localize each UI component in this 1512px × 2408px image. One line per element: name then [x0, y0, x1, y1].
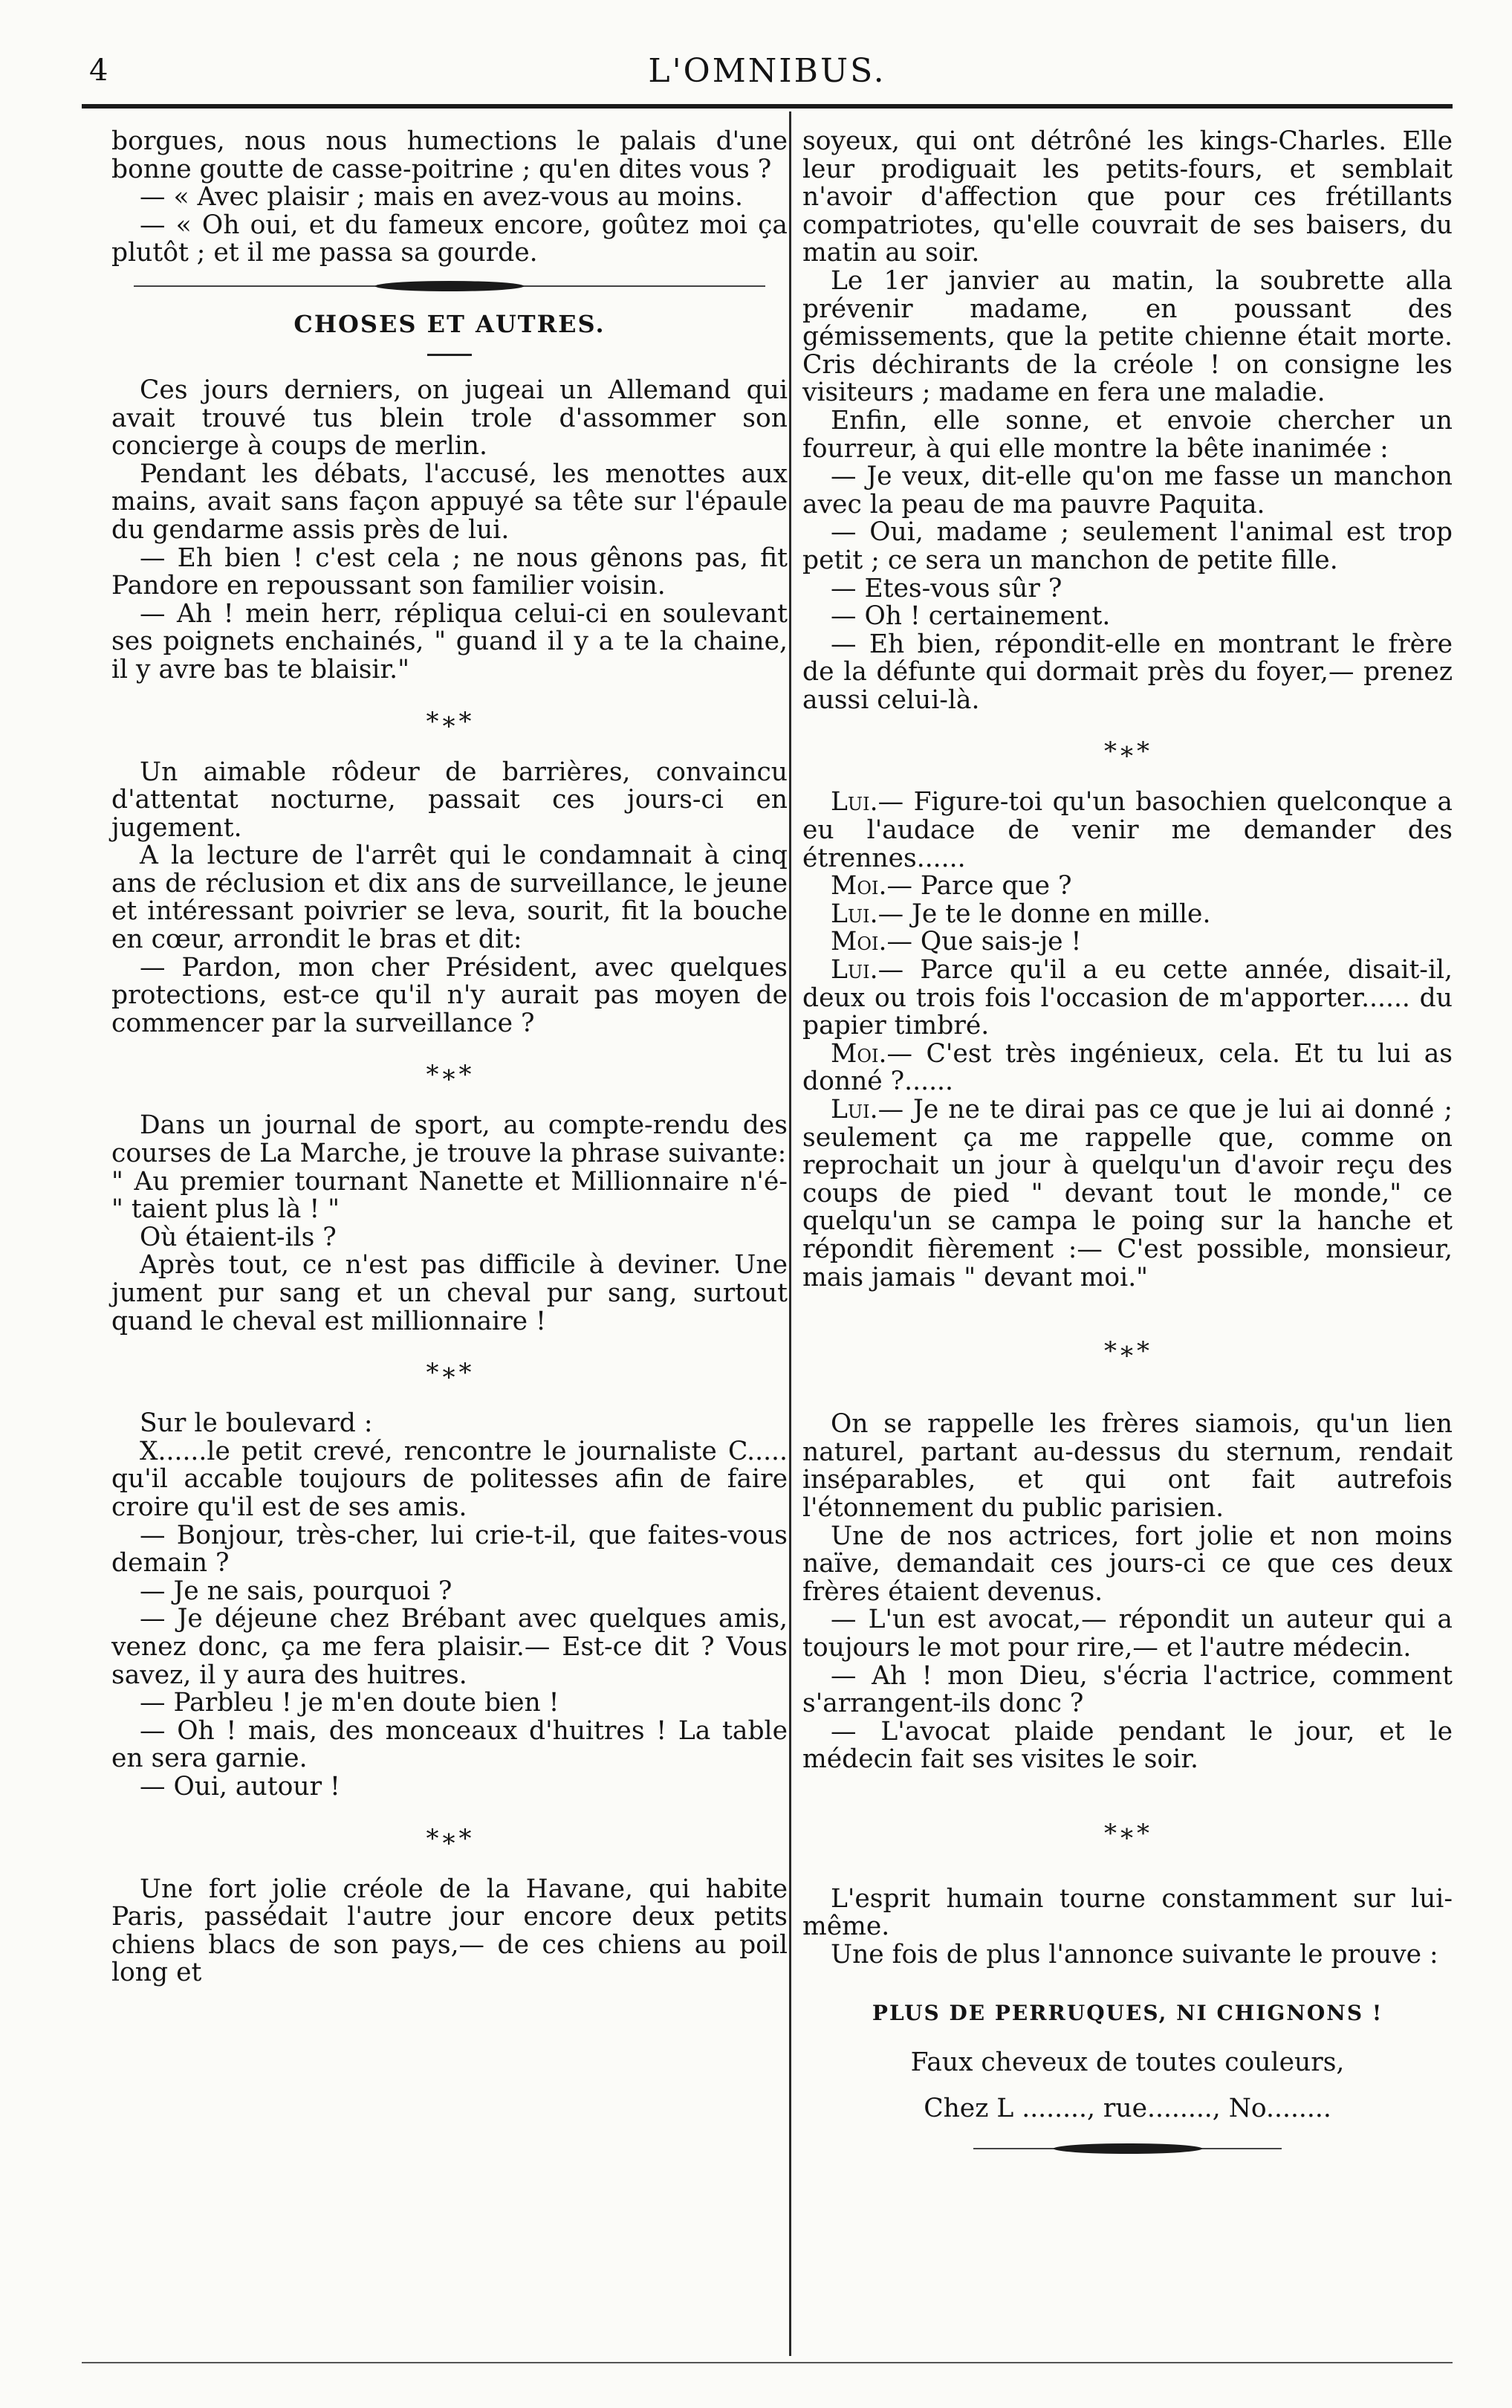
paragraph: — Bonjour, très-cher, lui crie-t-il, que faites-vous demain ? — [111, 1520, 788, 1579]
separator-stars: *∗* — [426, 1060, 473, 1090]
paragraph: — Ah ! mein herr, répliqua celui-ci en soulevant ses poignets enchainés, " guand il y a te la chaine, il y avre bas te blaisir." — [111, 598, 788, 684]
dialogue-line — [802, 1096, 1453, 1292]
paragraph: — Oh ! mais, des monceaux d'huitres ! La table en sera garnie. — [111, 1715, 788, 1774]
dialogue-line — [802, 901, 1453, 929]
header-rule — [82, 104, 1453, 109]
speaker: Lui. — [831, 1095, 878, 1124]
dialogue-line — [802, 873, 1453, 901]
paragraph: — Eh bien, répondit-elle en montrant le frère de la défunte qui dormait près du foyer,— prenez aussi celui-là. — [802, 629, 1453, 715]
speaker: Moi. — [831, 927, 887, 957]
paragraph: — Parbleu ! je m'en doute bien ! — [140, 1688, 559, 1718]
paragraph: — « Avec plaisir ; mais en avez-vous au moins. — [140, 182, 743, 213]
dialogue-line — [802, 1040, 1453, 1096]
dialogue-text: — C'est très ingénieux, cela. Et tu lui as donné ?...... — [802, 1038, 1453, 1097]
paragraph: Après tout, ce n'est pas difficile à deviner. Une jument pur sang et un cheval pur sang, surtout quand le cheval est millionnaire ! — [111, 1250, 788, 1336]
dialogue-text: — Figure-toi qu'un basochien quelconque a eu l'audace de venir me demander des étrennes...... — [802, 787, 1453, 873]
paragraph: Le 1er janvier au matin, la soubrette alla prévenir madame, en poussant des gémissements, que la petite chienne était morte. Cris déchirants de la créole ! on consigne les visiteurs ; madame en fera une maladie. — [802, 265, 1453, 408]
paragraph: — Ah ! mon Dieu, s'écria l'actrice, comment s'arrangent-ils donc ? — [802, 1660, 1453, 1719]
speaker: Lui. — [831, 955, 878, 985]
paragraph: Une fort jolie créole de la Havane, qui habite Paris, passédait l'autre jour encore deux petits chiens blacs de son pays,— de ces chiens au poil long et — [111, 1874, 788, 1988]
paragraph: X......le petit crevé, rencontre le journaliste C..... qu'il accable toujours de politesses afin de faire croire qu'il est de ses amis. — [111, 1436, 788, 1522]
advertisement-address: Chez L ........, rue........, No........ — [924, 2093, 1331, 2123]
journal-title: L'OMNIBUS. — [648, 52, 886, 90]
left-column — [111, 128, 788, 1987]
paragraph: Pendant les débats, l'accusé, les menottes aux mains, avait sans façon appuyé sa tête sur l'épaule du gendarme assis près de lui. — [111, 459, 788, 545]
paragraph: " Au premier tournant Nanette et Millionnaire n'é- " taient plus là ! " — [111, 1166, 788, 1225]
paragraph: Sur le boulevard : — [140, 1408, 373, 1439]
paragraph: borgues, nous nous humections le palais d'une bonne goutte de casse-poitrine ; qu'en dites vous ? — [111, 126, 788, 184]
speaker: Lui. — [831, 899, 878, 929]
dialogue-text: — Je te le donne en mille. — [877, 899, 1211, 929]
dialogue-line — [802, 928, 1453, 957]
separator-stars: *∗* — [426, 1823, 473, 1854]
heading-rule — [427, 354, 472, 356]
paragraph: — Oui, madame ; seulement l'animal est trop petit ; ce sera un manchon de petite fille. — [802, 517, 1453, 575]
paragraph: — « Oh oui, et du fameux encore, goûtez moi ça plutôt ; et il me passa sa gourde. — [111, 210, 788, 268]
paragraph: On se rappelle les frères siamois, qu'un lien naturel, partant au-dessus du sternum, rendait inséparables, et qui ont fait autrefois l'étonnement du public parisien. — [802, 1409, 1453, 1523]
speaker: Moi. — [831, 871, 887, 902]
paragraph: Ces jours derniers, on jugeai un Allemand qui avait trouvé tus blein trole d'assommer son concierge à coups de merlin. — [111, 375, 788, 462]
separator-stars: *∗* — [1103, 1336, 1152, 1367]
paragraph: — Je veux, dit-elle qu'on me fasse un manchon avec la peau de ma pauvre Paquita. — [802, 462, 1453, 520]
paragraph: — Oui, autour ! — [140, 1771, 340, 1802]
dialogue-line — [802, 957, 1453, 1040]
paragraph: Une fois de plus l'annonce suivante le prouve : — [831, 1940, 1438, 1970]
separator-stars: *∗* — [426, 1358, 473, 1388]
paragraph: — Eh bien ! c'est cela ; ne nous gênons pas, fit Pandore en repoussant son familier voisin. — [111, 543, 788, 601]
section-heading: CHOSES ET AUTRES. — [293, 309, 606, 338]
column-divider — [789, 111, 791, 2356]
dialogue-text: — Je ne te dirai pas ce que je lui ai donné ; seulement ça me rappelle que, comme on reprochait un jour à quelqu'un d'avoir reçu des coups de pied " devant tout le monde," ce quelqu'un se campa le poing sur la hanche et répondit fièrement :— C'est possible, monsieur, mais jamais " devant moi." — [802, 1095, 1453, 1292]
dialogue-text: — Parce que ? — [886, 871, 1072, 902]
speaker: Moi. — [831, 1038, 887, 1069]
ornament-rule — [951, 2140, 1304, 2157]
paragraph: — L'un est avocat,— répondit un auteur qui a toujours le mot pour rire,— et l'autre médecin. — [802, 1605, 1453, 1663]
right-column — [802, 128, 1453, 2164]
masthead — [82, 52, 1453, 104]
paragraph: L'esprit humain tourne constamment sur lui-même. — [802, 1883, 1453, 1942]
paragraph: — L'avocat plaide pendant le jour, et le médecin fait ses visites le soir. — [802, 1716, 1453, 1775]
separator-stars: *∗* — [1103, 737, 1152, 767]
footer-rule — [82, 2362, 1453, 2363]
paragraph: Une de nos actrices, fort jolie et non moins naïve, demandait ces jours-ci ce que ces deux frères étaient devenus. — [802, 1521, 1453, 1607]
paragraph: — Etes-vous sûr ? — [831, 573, 1062, 603]
dialogue-text: — Parce qu'il a eu cette année, disait-il, deux ou trois fois l'occasion de m'apporter...... du papier timbré. — [802, 955, 1453, 1041]
paragraph: — Je déjeune chez Brébant avec quelques amis, venez donc, ça me fera plaisir.— Est-ce dit ? Vous savez, il y aura des huitres. — [111, 1604, 788, 1690]
paragraph: Un aimable rôdeur de barrières, convaincu d'attentat nocturne, passait ces jours-ci en jugement. — [111, 757, 788, 843]
speaker: Lui. — [831, 787, 878, 818]
paragraph: A la lecture de l'arrêt qui le condamnait à cinq ans de réclusion et dix ans de surveillance, le jeune et intéressant poivrier se leva, sourit, fit la bouche en cœur, arrondit le bras et dit: — [111, 841, 788, 955]
dialogue-text: — Que sais-je ! — [886, 927, 1082, 957]
paragraph: — Je ne sais, pourquoi ? — [140, 1576, 452, 1606]
paragraph: Dans un journal de sport, au compte-rendu des courses de La Marche, je trouve la phrase suivante: — [111, 1110, 788, 1169]
paragraph: — Oh ! certainement. — [831, 601, 1111, 632]
paragraph: Enfin, elle sonne, et envoie chercher un fourreur, à qui elle montre la bête inanimée : — [802, 405, 1453, 464]
separator-stars: *∗* — [1103, 1818, 1152, 1848]
page-number: 4 — [89, 54, 108, 88]
paragraph: Où étaient-ils ? — [140, 1222, 337, 1252]
separator-stars: *∗* — [426, 706, 473, 737]
advertisement-line: Faux cheveux de toutes couleurs, — [910, 2048, 1345, 2078]
dialogue-line — [802, 789, 1453, 873]
advertisement-title: PLUS DE PERRUQUES, NI CHIGNONS ! — [872, 2000, 1383, 2025]
paragraph: soyeux, qui ont détrôné les kings-Charles. Elle leur prodiguait les petits-fours, et semblait n'avoir d'affection que pour ces frétillants compatriotes, qu'elle couvrait de ses baisers, du matin au soir. — [802, 126, 1453, 268]
paragraph: — Pardon, mon cher Président, avec quelques protections, est-ce qu'il n'y aurait pas moyen de commencer par la surveillance ? — [111, 952, 788, 1038]
ornament-rule — [111, 278, 788, 294]
